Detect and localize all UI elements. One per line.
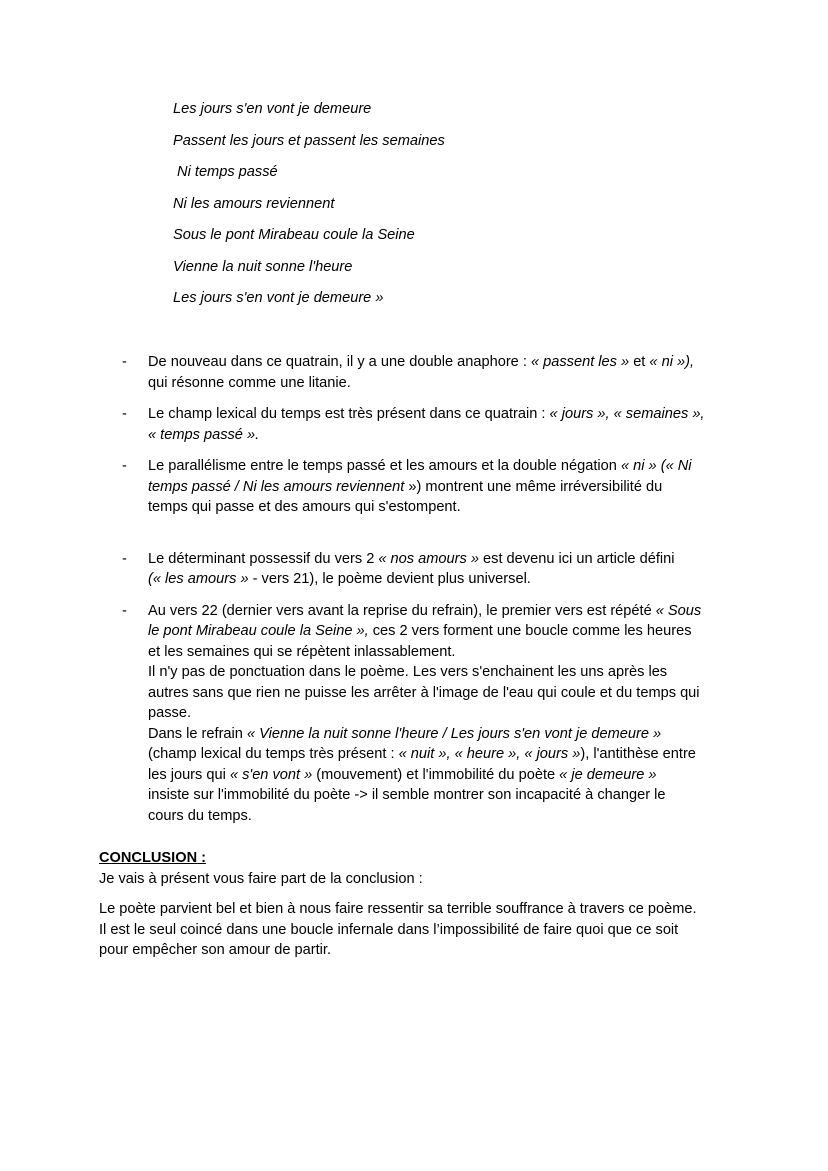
quoted-text: (« les amours »	[148, 571, 249, 587]
quoted-text: « je demeure »	[559, 766, 657, 783]
bullet-dash: -	[122, 602, 127, 619]
bullet-dash: -	[122, 406, 127, 422]
poem-verse: Ni temps passé	[173, 164, 278, 180]
poem-verse: Vienne la nuit sonne l'heure	[173, 258, 353, 275]
quoted-text: le pont Mirabeau coule la Seine »,	[148, 623, 369, 639]
bullet-item	[120, 456, 740, 518]
quoted-text: « ni » (« Ni	[620, 458, 692, 474]
poem-verse: Les jours s'en vont je demeure	[173, 101, 372, 117]
bullet-dash: -	[122, 354, 127, 370]
quoted-text: « nuit », « heure », « jours »	[398, 746, 581, 762]
poem-verse: Les jours s'en vont je demeure »	[173, 290, 384, 306]
poem-verse: Passent les jours et passent les semaines	[173, 132, 445, 149]
conclusion-line: pour empêcher son amour de partir.	[99, 942, 332, 958]
bullet-item	[120, 549, 740, 590]
bullet-dash: -	[122, 550, 127, 567]
conclusion-line: Il est le seul coincé dans une boucle infernale dans l’impossibilité de faire quoi que ce soit	[99, 921, 679, 938]
conclusion-intro: Je vais à présent vous faire part de la conclusion :	[99, 870, 423, 887]
bullet-dash: -	[122, 458, 127, 474]
bullet-text: Au vers 22 (dernier vers avant la reprise du refrain), le premier vers est répété « Sous le pont Mirabeau coule la Seine », ces 2 vers forment une boucle comme les heures et les semaines qui se répètent inlassablement. Il n'y pas de ponctuation dans le poème. Les vers s'enchainent les uns après les autres sans que rien ne puisse les arrêter à l'image de l'eau qui coule et du temps qui passe. Dans le refrain « Vienne la nuit sonne l'heure / Les jours s'en vont je demeure » (champ lexical du temps très présent : « nuit », « heure », « jours »), l'antithèse entre les jours qui « s'en vont » (mouvement) et l'immobilité du poète « je demeure » insiste sur l'immobilité du poète -> il semble montrer son incapacité à changer le cours du temps.	[148, 602, 702, 824]
poem-verse: Ni les amours reviennent	[173, 195, 335, 212]
bullet-item	[120, 404, 740, 445]
conclusion-line: Le poète parvient bel et bien à nous faire ressentir sa terrible souffrance à travers ce poème.	[99, 901, 697, 917]
bullet-item	[120, 601, 740, 827]
bullet-text: Le champ lexical du temps est très présent dans ce quatrain : « jours », « semaines », « temps passé ».	[148, 406, 705, 443]
analysis-bullet-list	[120, 352, 740, 826]
quoted-text: « passent les »	[530, 354, 630, 370]
quoted-text: « jours », « semaines »,	[549, 406, 705, 422]
quoted-text: « Vienne la nuit sonne l'heure / Les jours s'en vont je demeure »	[246, 725, 662, 742]
quoted-text: « temps passé ».	[148, 426, 260, 443]
quoted-text: « s'en vont »	[229, 766, 313, 783]
poem-verse: Sous le pont Mirabeau coule la Seine	[173, 227, 415, 243]
quoted-text: « ni »),	[649, 354, 695, 370]
quoted-text: « nos amours »	[378, 550, 479, 567]
poem-stanza	[173, 99, 445, 320]
quoted-text: « Sous	[655, 602, 702, 619]
bullet-item	[120, 352, 740, 393]
bullet-text: De nouveau dans ce quatrain, il y a une double anaphore : « passent les » et « ni »), qui résonne comme une litanie.	[148, 354, 695, 391]
bullet-text: Le parallélisme entre le temps passé et les amours et la double négation « ni » (« Ni temps passé / Ni les amours reviennent ») montrent une même irréversibilité du temps qui passe et des amours qui s'estompent.	[148, 458, 692, 515]
quoted-text: temps passé / Ni les amours reviennent	[148, 478, 405, 495]
conclusion-heading: CONCLUSION :	[99, 850, 207, 866]
bullet-text: Le déterminant possessif du vers 2 « nos amours » est devenu ici un article défini (« les amours » - vers 21), le poème devient plus universel.	[148, 550, 675, 587]
conclusion-section	[99, 848, 739, 961]
